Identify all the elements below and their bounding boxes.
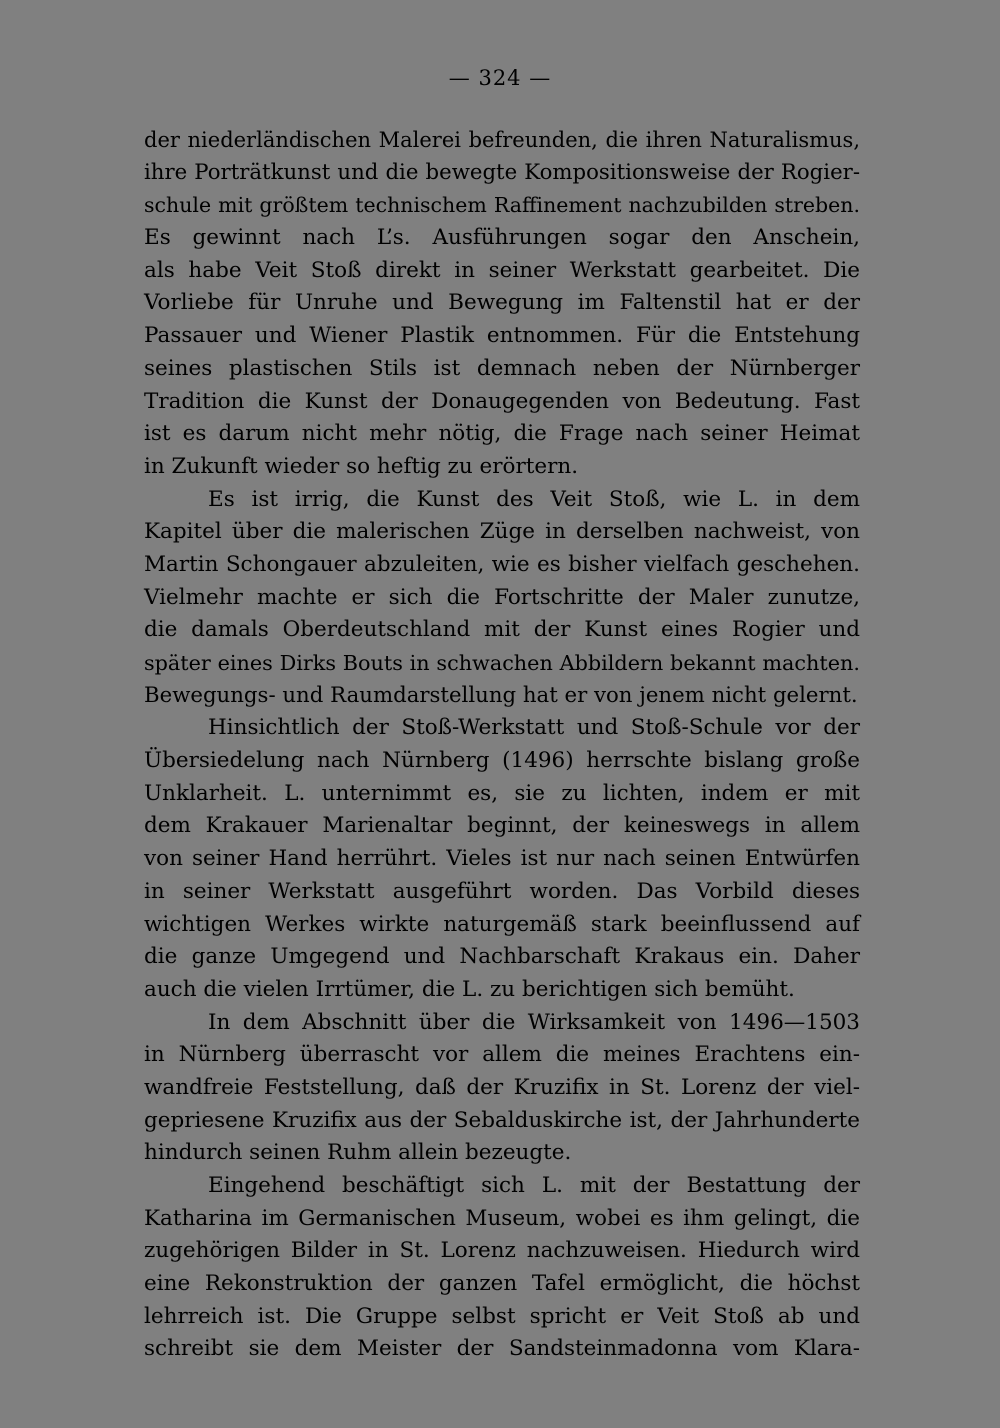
text-line: schreibt sie dem Meister der Sandsteinmadonna vom Klara-	[144, 1336, 860, 1362]
text-line: ihre Porträtkunst und die bewegte Kompositionsweise der Rogier-	[144, 159, 860, 185]
text-line: der niederländischen Malerei befreunden, die ihren Naturalismus,	[144, 128, 860, 152]
paragraph	[144, 712, 860, 1006]
text-line: ist es darum nicht mehr nötig, die Frage nach seiner Heimat	[144, 421, 860, 447]
text-line: seines plastischen Stils ist demnach neben der Nürnberger	[144, 355, 860, 381]
text-line: Katharina im Germanischen Museum, wobei es ihm gelingt, die	[144, 1205, 860, 1231]
text-line: Unklarheit. L. unternimmt es, sie zu lichten, indem er mit	[144, 780, 860, 806]
text-line: als habe Veit Stoß direkt in seiner Werkstatt gearbeitet. Die	[144, 257, 860, 283]
text-line: Martin Schongauer abzuleiten, wie es bisher vielfach geschehen.	[144, 551, 860, 577]
text-line: Passauer und Wiener Plastik entnommen. Für die Entstehung	[144, 323, 860, 349]
text-line: Es ist irrig, die Kunst des Veit Stoß, wie L. in dem	[208, 486, 860, 512]
text-line: Vielmehr machte er sich die Fortschritte der Maler zunutze,	[144, 584, 860, 610]
text-line: auch die vielen Irrtümer, die L. zu berichtigen sich bemüht.	[144, 976, 795, 1002]
text-line: später eines Dirks Bouts in schwachen Abbildern bekannt machten.	[144, 651, 860, 675]
text-line: dem Krakauer Marienaltar beginnt, der keineswegs in allem	[144, 813, 860, 839]
text-line: In dem Abschnitt über die Wirksamkeit von 1496—1503	[208, 1009, 860, 1035]
text-line: in Zukunft wieder so heftig zu erörtern.	[144, 453, 579, 479]
text-line: schule mit größtem technischem Raffinement nachzubilden streben.	[144, 193, 860, 218]
text-line: Bewegungs- und Raumdarstellung hat er von jenem nicht gelernt.	[144, 682, 858, 708]
text-line: Tradition die Kunst der Donaugegenden von Bedeutung. Fast	[144, 388, 860, 414]
text-line: Hinsichtlich der Stoß-Werkstatt und Stoß-Schule vor der	[208, 715, 860, 741]
text-line: die damals Oberdeutschland mit der Kunst eines Rogier und	[144, 617, 860, 643]
text-line: Kapitel über die malerischen Züge in derselben nachweist, von	[144, 519, 860, 545]
text-line: Vorliebe für Unruhe und Bewegung im Faltenstil hat er der	[144, 290, 860, 316]
text-line: in seiner Werkstatt ausgeführt worden. Das Vorbild dieses	[144, 878, 860, 904]
paragraph	[144, 484, 860, 713]
body-text	[144, 124, 860, 1366]
text-line: lehrreich ist. Die Gruppe selbst spricht er Veit Stoß ab und	[144, 1303, 860, 1329]
paragraph	[144, 1170, 860, 1366]
text-line: in Nürnberg überrascht vor allem die meines Erachtens ein-	[144, 1042, 860, 1068]
text-line: Es gewinnt nach L’s. Ausführungen sogar den Anschein,	[144, 225, 860, 251]
text-line: zugehörigen Bilder in St. Lorenz nachzuweisen. Hiedurch wird	[144, 1238, 860, 1264]
text-line: wichtigen Werkes wirkte naturgemäß stark beeinflussend auf	[144, 911, 860, 937]
paragraph	[144, 1007, 860, 1170]
text-line: von seiner Hand herrührt. Vieles ist nur nach seinen Entwürfen	[144, 846, 860, 872]
text-line: Übersiedelung nach Nürnberg (1496) herrschte bislang große	[144, 748, 860, 774]
text-line: die ganze Umgegend und Nachbarschaft Krakaus ein. Daher	[144, 944, 860, 970]
text-line: hindurch seinen Ruhm allein bezeugte.	[144, 1140, 572, 1166]
text-line: eine Rekonstruktion der ganzen Tafel ermöglicht, die höchst	[144, 1271, 860, 1297]
text-line: Eingehend beschäftigt sich L. mit der Bestattung der	[208, 1173, 860, 1198]
page-number: — 324 —	[448, 66, 552, 90]
paragraph	[144, 124, 860, 484]
text-line: wandfreie Feststellung, daß der Kruzifix in St. Lorenz der viel-	[144, 1074, 860, 1100]
text-line: gepriesene Kruzifix aus der Sebalduskirche ist, der Jahrhunderte	[144, 1107, 860, 1133]
